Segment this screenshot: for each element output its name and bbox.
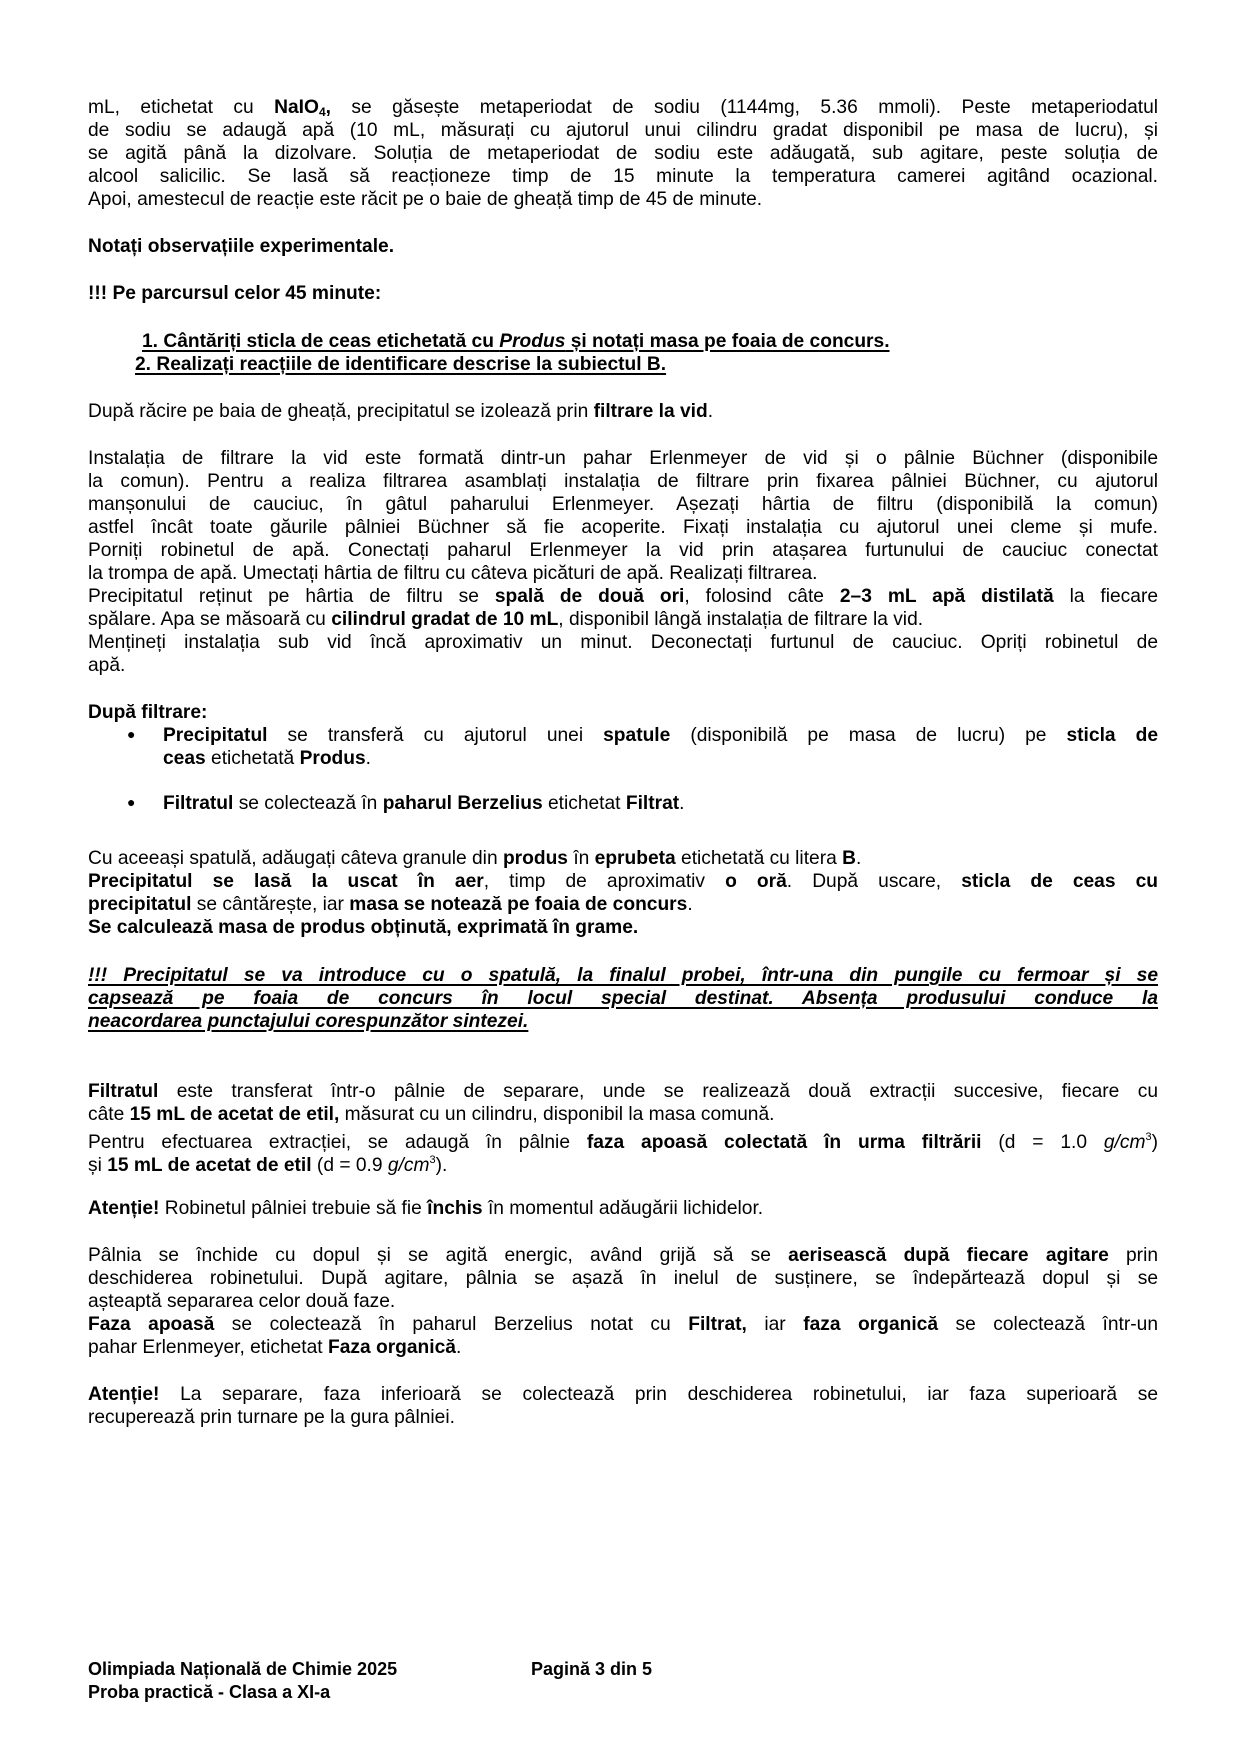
footer-subtitle: Proba practică - Clasa a XI-a xyxy=(88,1682,331,1702)
during-heading: !!! Pe parcursul celor 45 minute: xyxy=(88,283,382,304)
bullet-1-line-2: ceas etichetată Produs. xyxy=(163,748,372,769)
p4-line-4: apă. xyxy=(88,655,126,676)
p3-line-4: astfel încât toate găurile pâlniei Büchner să fie acoperite. Fixați instalația cu ajutorul unei cleme și mufe. xyxy=(88,517,1158,538)
p6-line-1: Filtratul este transferat într-o pâlnie de separare, unde se realizează două extracții succesive, fiecare cu xyxy=(88,1081,1158,1102)
p5-line-3: precipitatul se cântărește, iar masa se notează pe foaia de concurs. xyxy=(88,894,693,915)
task-1: 1. Cântăriți sticla de ceas etichetată cu Produs și notați masa pe foaia de concurs. xyxy=(142,331,890,352)
bullet-icon: ● xyxy=(127,794,136,810)
p7-line-4: Faza apoasă se colectează în paharul Berzelius notat cu Filtrat, iar faza organică se colectează într-un xyxy=(88,1314,1158,1335)
p5-line-4: Se calculează masa de produs obținută, exprimată în grame. xyxy=(88,917,639,938)
bullet-2-line: Filtratul se colectează în paharul Berzelius etichetat Filtrat. xyxy=(163,793,685,814)
attention-2-line-1: Atenție! La separare, faza inferioară se colectează prin deschiderea robinetului, iar faza superioară se xyxy=(88,1384,1158,1405)
p3-line-3: manșonului de cauciuc, în gâtul paharului Erlenmeyer. Așezați hârtia de filtru (disponibilă la comun) xyxy=(88,494,1158,515)
warning-line-1: !!! Precipitatul se va introduce cu o spatulă, la finalul probei, într-una din pungile cu fermoar și se xyxy=(88,965,1158,986)
p3-line-5: Porniți robinetul de apă. Conectați paharul Erlenmeyer la vid prin atașarea furtunului de cauciuc conectat xyxy=(88,540,1158,561)
p4-line-1: Precipitatul reținut pe hârtia de filtru se spală de două ori, folosind câte 2–3 mL apă distilată la fiecare xyxy=(88,586,1159,607)
p1-line-4: alcool salicilic. Se lasă să reacționeze timp de 15 minute la temperatura camerei agitând ocazional. xyxy=(88,166,1158,187)
p1-line-5: Apoi, amestecul de reacție este răcit pe o baie de gheață timp de 45 de minute. xyxy=(88,189,763,210)
observations-heading: Notați observațiile experimentale. xyxy=(88,236,395,257)
p7-line-5: pahar Erlenmeyer, etichetat Faza organică. xyxy=(88,1337,462,1358)
attention-2-line-2: recuperează prin turnare pe la gura pâlniei. xyxy=(88,1407,455,1428)
after-filtration-heading: După filtrare: xyxy=(88,702,208,723)
p4-line-3: Mențineți instalația sub vid încă aproximativ un minut. Deconectați furtunul de cauciuc. Opriți robinetul de xyxy=(88,632,1158,653)
p6-line-4: și 15 mL de acetat de etil (d = 0.9 $g/cm^3$). xyxy=(88,1154,448,1176)
p3-line-2: la comun). Pentru a realiza filtrarea asamblați instalația de filtrare prin fixarea pâlniei Büchner, cu ajutorul xyxy=(88,471,1158,492)
bullet-1-line-1: Precipitatul se transferă cu ajutorul unei spatule (disponibilă pe masa de lucru) pe sticla de xyxy=(163,725,1158,746)
task-2: 2. Realizați reacțiile de identificare descrise la subiectul B. xyxy=(135,354,667,375)
footer-page-number: Pagină 3 din 5 xyxy=(531,1659,653,1679)
p3-line-6: la trompa de apă. Umectați hârtia de filtru cu câteva picături de apă. Realizați filtrarea. xyxy=(88,563,818,584)
p6-line-3: Pentru efectuarea extracției, se adaugă în pâlnie faza apoasă colectată în urma filtrării (d = 1.0 $g/cm^3$) xyxy=(88,1131,1158,1153)
p6-line-2: câte 15 mL de acetat de etil, măsurat cu un cilindru, disponibil la masa comună. xyxy=(88,1104,775,1125)
p4-line-2: spălare. Apa se măsoară cu cilindrul gradat de 10 mL, disponibil lângă instalația de filtrare la vid. xyxy=(88,609,924,630)
p5-line-2: Precipitatul se lasă la uscat în aer, timp de aproximativ o oră. După uscare, sticla de ceas cu xyxy=(88,871,1158,892)
bullet-icon: ● xyxy=(127,726,136,742)
p2-line: După răcire pe baia de gheață, precipitatul se izolează prin filtrare la vid. xyxy=(88,401,714,422)
attention-1: Atenție! Robinetul pâlniei trebuie să fie închis în momentul adăugării lichidelor. xyxy=(88,1198,764,1219)
p7-line-1: Pâlnia se închide cu dopul și se agită energic, având grijă să se aerisească după fiecare agitare prin xyxy=(88,1245,1159,1266)
p1-line-3: se agită până la dizolvare. Soluția de metaperiodat de sodiu este adăugată, sub agitare, peste soluția de xyxy=(88,143,1158,164)
p7-line-2: deschiderea robinetului. După agitare, pâlnia se așază în inelul de susținere, se îndepărtează dopul și se xyxy=(88,1268,1158,1289)
p1-line-2: de sodiu se adaugă apă (10 mL, măsurați cu ajutorul unui cilindru gradat disponibil pe masa de lucru), și xyxy=(88,120,1158,141)
naio4-formula: NaIO$_4$, xyxy=(274,97,331,119)
p5-line-1: Cu aceeași spatulă, adăugați câteva granule din produs în eprubeta etichetată cu litera B. xyxy=(88,848,862,869)
warning-line-3: neacordarea punctajului corespunzător sintezei. xyxy=(88,1011,529,1032)
p1-line-1: mL, etichetat cu NaIO$_4$, se găsește metaperiodat de sodiu (1144mg, 5.36 mmoli). Peste metaperiodatul xyxy=(88,97,1159,119)
p7-line-3: așteaptă separarea celor două faze. xyxy=(88,1291,396,1312)
footer-competition: Olimpiada Națională de Chimie 2025 xyxy=(88,1659,398,1679)
warning-line-2: capsează pe foaia de concurs în locul special destinat. Absența produsului conduce la xyxy=(88,988,1158,1009)
p3-line-1: Instalația de filtrare la vid este formată dintr-un pahar Erlenmeyer de vid și o pâlnie Büchner (disponibile xyxy=(88,448,1158,469)
